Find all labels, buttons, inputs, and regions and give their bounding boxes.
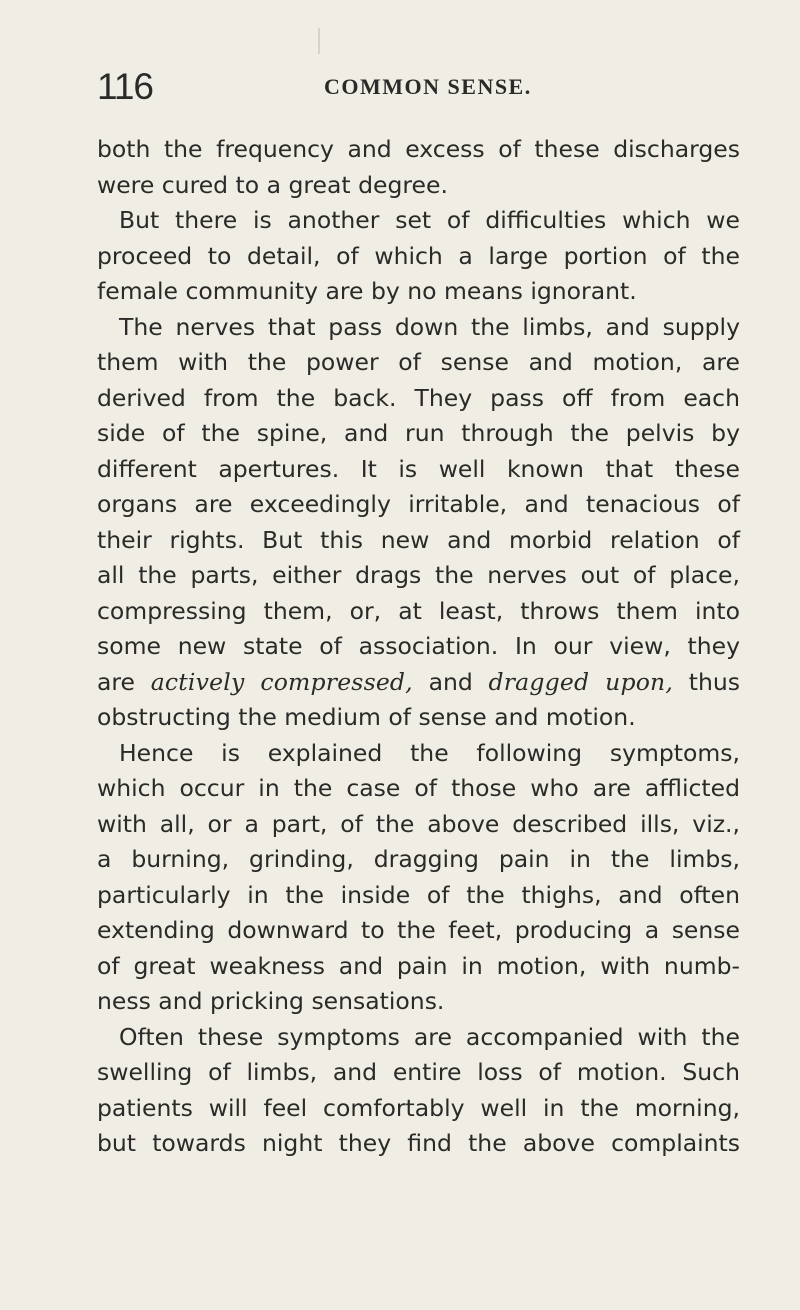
text-line	[97, 665, 740, 701]
text-line: a burning, grinding, dragging pain in the limbs,	[97, 845, 740, 873]
text-line: female community are by no means ignorant.	[97, 277, 637, 305]
text-line: ness and pricking sensations.	[97, 987, 445, 1015]
text-line: their rights. But this new and morbid relation of	[97, 525, 740, 554]
running-title: COMMON SENSE.	[324, 74, 532, 99]
text-line: organs are exceedingly irritable, and tenacious of	[97, 490, 740, 518]
text-line: proceed to detail, of which a large portion of the	[97, 241, 740, 270]
text-line: Often these symptoms are accompanied with the	[119, 1022, 740, 1051]
text-line: both the frequency and excess of these discharges	[97, 135, 740, 163]
body-text	[97, 132, 740, 1162]
text-line: derived from the back. They pass off from each	[97, 383, 740, 412]
text-line: of great weakness and pain in motion, with numb-	[97, 951, 740, 980]
text-line: but towards night they find the above complaints	[97, 1129, 740, 1157]
italic-phrase: dragged upon,	[488, 667, 674, 696]
text-line: The nerves that pass down the limbs, and supply	[119, 312, 740, 341]
text-line: them with the power of sense and motion, are	[97, 348, 740, 376]
text-segment: are	[97, 667, 151, 696]
text-line: different apertures. It is well known that these	[97, 454, 740, 483]
text-line: all the parts, either drags the nerves out of place,	[97, 561, 740, 589]
page-crease	[318, 28, 320, 54]
running-head	[97, 64, 737, 110]
text-line: But there is another set of difficulties which we	[119, 206, 740, 234]
text-line: patients will feel comfortably well in the morning,	[97, 1093, 740, 1122]
italic-phrase: actively compressed,	[150, 667, 413, 696]
text-line: particularly in the inside of the thighs, and often	[97, 880, 740, 909]
text-segment: thus	[673, 667, 740, 696]
text-segment: and	[412, 667, 489, 696]
text-line: extending downward to the feet, producing a sense	[97, 916, 740, 944]
text-line: compressing them, or, at least, throws them into	[97, 596, 740, 625]
text-line: were cured to a great degree.	[97, 170, 448, 199]
text-line: Hence is explained the following symptoms,	[119, 738, 740, 767]
text-line: which occur in the case of those who are afflicted	[97, 774, 740, 802]
text-line: obstructing the medium of sense and motion.	[97, 703, 636, 731]
text-line: swelling of limbs, and entire loss of motion. Such	[97, 1058, 740, 1086]
text-line: side of the spine, and run through the pelvis by	[97, 419, 740, 447]
text-line: some new state of association. In our view, they	[97, 632, 740, 660]
text-line: with all, or a part, of the above described ills, viz.,	[97, 809, 740, 838]
page-number: 116	[97, 66, 153, 107]
